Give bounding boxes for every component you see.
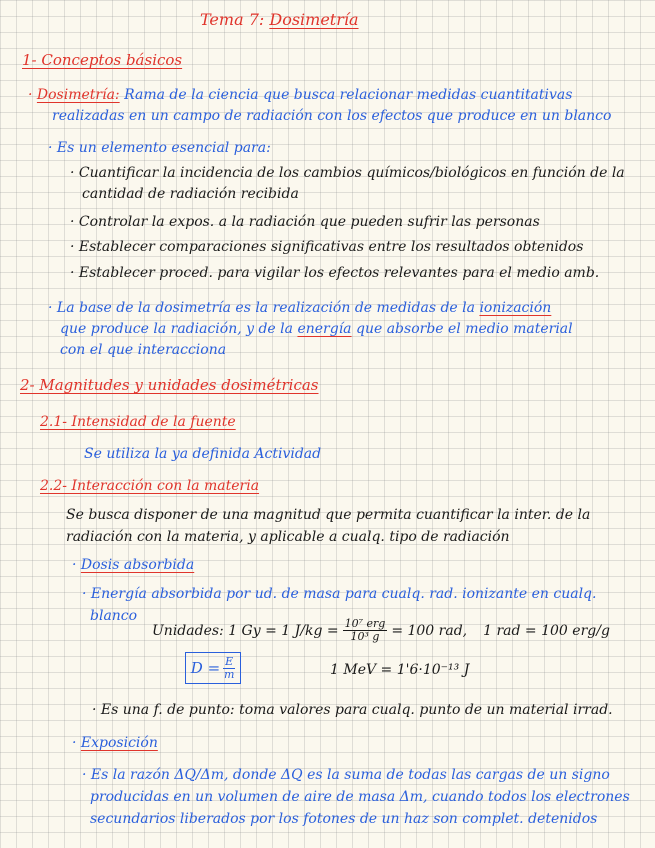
dose-line-2: blanco	[90, 608, 138, 624]
definition-term: Dosimetría:	[36, 87, 120, 103]
definition-line-1: · Dosimetría: Rama de la ciencia que busca relacionar medidas cuantitativas	[28, 87, 573, 103]
point-note: · Es una f. de punto: toma valores para cualq. punto de un material irrad.	[92, 702, 613, 718]
exposure-line-1: · Es la razón ΔQ/Δm, donde ΔQ es la suma de todas las cargas de un signo	[82, 767, 610, 783]
list-item: · Establecer comparaciones significativas entre los resultados obtenidos	[70, 239, 584, 255]
exposure-line-3: secundarios liberados por los fotones de un haz son complet. detenidos	[90, 811, 598, 827]
essential-intro: · Es un elemento esencial para:	[48, 140, 271, 156]
term-ionization: ionización	[479, 300, 552, 316]
list-item: · Controlar la expos. a la radiación que pueden sufrir las personas	[70, 214, 540, 230]
section-2-heading: 2- Magnitudes y unidades dosimétricas	[20, 376, 319, 394]
exposure-heading: · Exposición	[72, 735, 158, 751]
definition-line-2: realizadas en un campo de radiación con los efectos que produce en un blanco	[52, 108, 612, 124]
dose-heading: · Dosis absorbida	[72, 557, 195, 573]
units-line: Unidades: 1 Gy = 1 J/kg = $\frac{\text{10⁷ erg}}{\text{10³ g}}$ = 100 rad, 1 rad = 100 erg/g	[152, 617, 610, 643]
base-line-1: · La base de la dosimetría es la realización de medidas de la ionización	[48, 300, 552, 316]
base-line-3: con el que interacciona	[60, 342, 227, 358]
title-name: Dosimetría	[269, 10, 359, 29]
subsection-2-1-heading: 2.1- Intensidad de la fuente	[40, 414, 236, 430]
base-line-2: que produce la radiación, y de la energía que absorbe el medio material	[60, 321, 573, 337]
page-title	[200, 10, 359, 30]
list-item: · Cuantificar la incidencia de los cambios químicos/biológicos en función de la	[70, 165, 625, 181]
dose-formula-box: D = $\frac{E}{m}$	[185, 652, 241, 684]
subsection-2-2-heading: 2.2- Interacción con la materia	[40, 478, 260, 494]
subsection-2-1-text: Se utiliza la ya definida Actividad	[84, 446, 322, 462]
section-1-heading: 1- Conceptos básicos	[22, 51, 183, 69]
list-item-continuation: cantidad de radiación recibida	[82, 186, 299, 202]
list-item: · Establecer proced. para vigilar los efectos relevantes para el medio amb.	[70, 265, 600, 281]
subsection-2-2-line-1: Se busca disponer de una magnitud que permita cuantificar la inter. de la	[66, 507, 591, 523]
exposure-line-2: producidas en un volumen de aire de masa Δm, cuando todos los electrones	[90, 789, 630, 805]
mev-conversion: 1 MeV = 1'6·10⁻¹³ J	[330, 662, 470, 678]
units-fraction: $\frac{\text{10⁷ erg}}{\text{10³ g}}$	[344, 617, 386, 643]
term-energy: energía	[297, 321, 352, 337]
dose-line-1: · Energía absorbida por ud. de masa para cualq. rad. ionizante en cualq.	[82, 586, 597, 602]
subsection-2-2-line-2: radiación con la materia, y aplicable a cualq. tipo de radiación	[66, 529, 510, 545]
title-prefix: Tema 7:	[200, 10, 265, 29]
